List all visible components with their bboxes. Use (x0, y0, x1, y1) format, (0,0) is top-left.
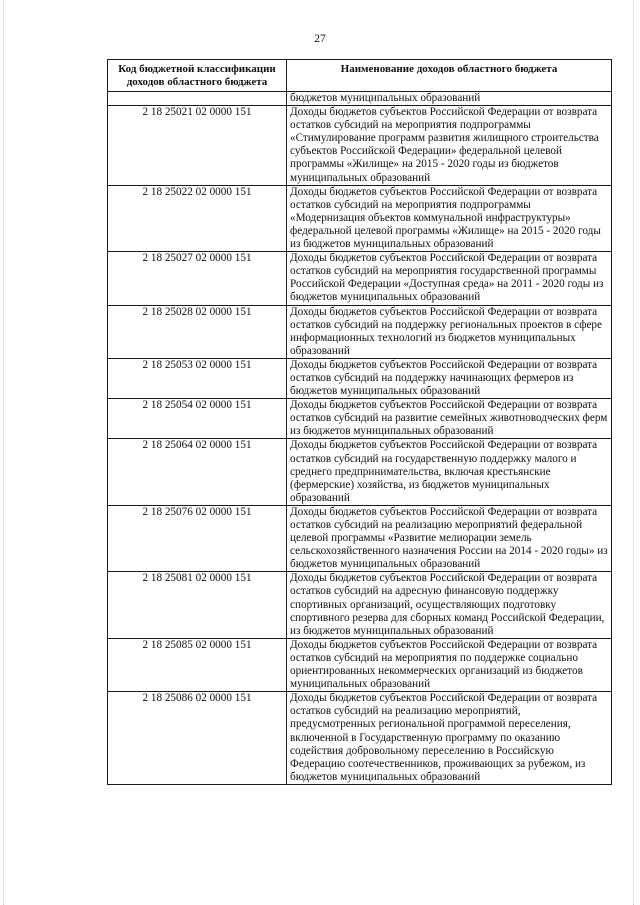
row-code: 2 18 25054 02 0000 151 (108, 399, 287, 439)
row-code: 2 18 25022 02 0000 151 (108, 185, 287, 251)
table-row (108, 439, 612, 505)
page-number: 27 (314, 33, 326, 45)
scan-artifact-left (3, 0, 5, 905)
row-name: Доходы бюджетов субъектов Российской Федерации от возврата остатков субсидий на адресную финансовую поддержку спортивных организаций, осуществляющих подготовку спортивного резерва для сборных команд Российской Федерации, из бюджетов муниципальных образований (287, 572, 612, 638)
row-name: Доходы бюджетов субъектов Российской Федерации от возврата остатков субсидий на мероприятия подпрограммы «Стимулирование программ развития жилищного строительства субъектов Российской Федерации» федеральной целевой программы «Жилище» на 2015 - 2020 годы из бюджетов муниципальных образований (287, 106, 612, 186)
row-name: Доходы бюджетов субъектов Российской Федерации от возврата остатков субсидий на мероприятия по поддержке социально ориентированных некоммерческих организаций из бюджетов муниципальных образований (287, 638, 612, 691)
continuation-code-cell (108, 92, 287, 106)
table-row (108, 572, 612, 638)
header-code: Код бюджетной классификации доходов областного бюджета (108, 60, 287, 92)
row-name: Доходы бюджетов субъектов Российской Федерации от возврата остатков субсидий на реализацию мероприятий, предусмотренных региональной программой переселения, включенной в Государственную программу по оказанию содействия добровольному переселению в Российскую Федерацию соотечественников, проживающих за рубежом, из бюджетов муниципальных образований (287, 692, 612, 785)
table-header-row (108, 60, 612, 92)
table-row (108, 399, 612, 439)
row-code: 2 18 25081 02 0000 151 (108, 572, 287, 638)
table-row (108, 305, 612, 358)
row-code: 2 18 25028 02 0000 151 (108, 305, 287, 358)
row-name: Доходы бюджетов субъектов Российской Федерации от возврата остатков субсидий на поддержку региональных проектов в сфере информационных технологий из бюджетов муниципальных образований (287, 305, 612, 358)
continuation-row (108, 92, 612, 106)
table-row (108, 252, 612, 305)
table-row (108, 692, 612, 785)
table-row (108, 505, 612, 571)
row-name: Доходы бюджетов субъектов Российской Федерации от возврата остатков субсидий на поддержку начинающих фермеров из бюджетов муниципальных образований (287, 358, 612, 398)
row-name: Доходы бюджетов субъектов Российской Федерации от возврата остатков субсидий на мероприятия подпрограммы «Модернизация объектов коммунальной инфраструктуры» федеральной целевой программы «Жилище» на 2015 - 2020 годы из бюджетов муниципальных образований (287, 185, 612, 251)
row-code: 2 18 25064 02 0000 151 (108, 439, 287, 505)
table-row (108, 358, 612, 398)
row-code: 2 18 25053 02 0000 151 (108, 358, 287, 398)
row-code: 2 18 25086 02 0000 151 (108, 692, 287, 785)
table-row (108, 638, 612, 691)
row-name: Доходы бюджетов субъектов Российской Федерации от возврата остатков субсидий на мероприятия государственной программы Российской Федерации «Доступная среда» на 2011 - 2020 годы из бюджетов муниципальных образований (287, 252, 612, 305)
row-code: 2 18 25085 02 0000 151 (108, 638, 287, 691)
row-name: Доходы бюджетов субъектов Российской Федерации от возврата остатков субсидий на развитие семейных животноводческих ферм из бюджетов муниципальных образований (287, 399, 612, 439)
row-code: 2 18 25027 02 0000 151 (108, 252, 287, 305)
budget-classification-table (107, 59, 612, 785)
scan-artifact-right (633, 0, 635, 905)
table-row (108, 106, 612, 186)
table-row (108, 185, 612, 251)
row-name: Доходы бюджетов субъектов Российской Федерации от возврата остатков субсидий на государственную поддержку малого и среднего предпринимательства, включая крестьянские (фермерские) хозяйства, из бюджетов муниципальных образований (287, 439, 612, 505)
row-code: 2 18 25076 02 0000 151 (108, 505, 287, 571)
row-code: 2 18 25021 02 0000 151 (108, 106, 287, 186)
row-name: Доходы бюджетов субъектов Российской Федерации от возврата остатков субсидий на реализацию мероприятий федеральной целевой программы «Развитие мелиорации земель сельскохозяйственного назначения России на 2014 - 2020 годы» из бюджетов муниципальных образований (287, 505, 612, 571)
continuation-name-cell: бюджетов муниципальных образований (287, 92, 612, 106)
header-name: Наименование доходов областного бюджета (287, 60, 612, 92)
